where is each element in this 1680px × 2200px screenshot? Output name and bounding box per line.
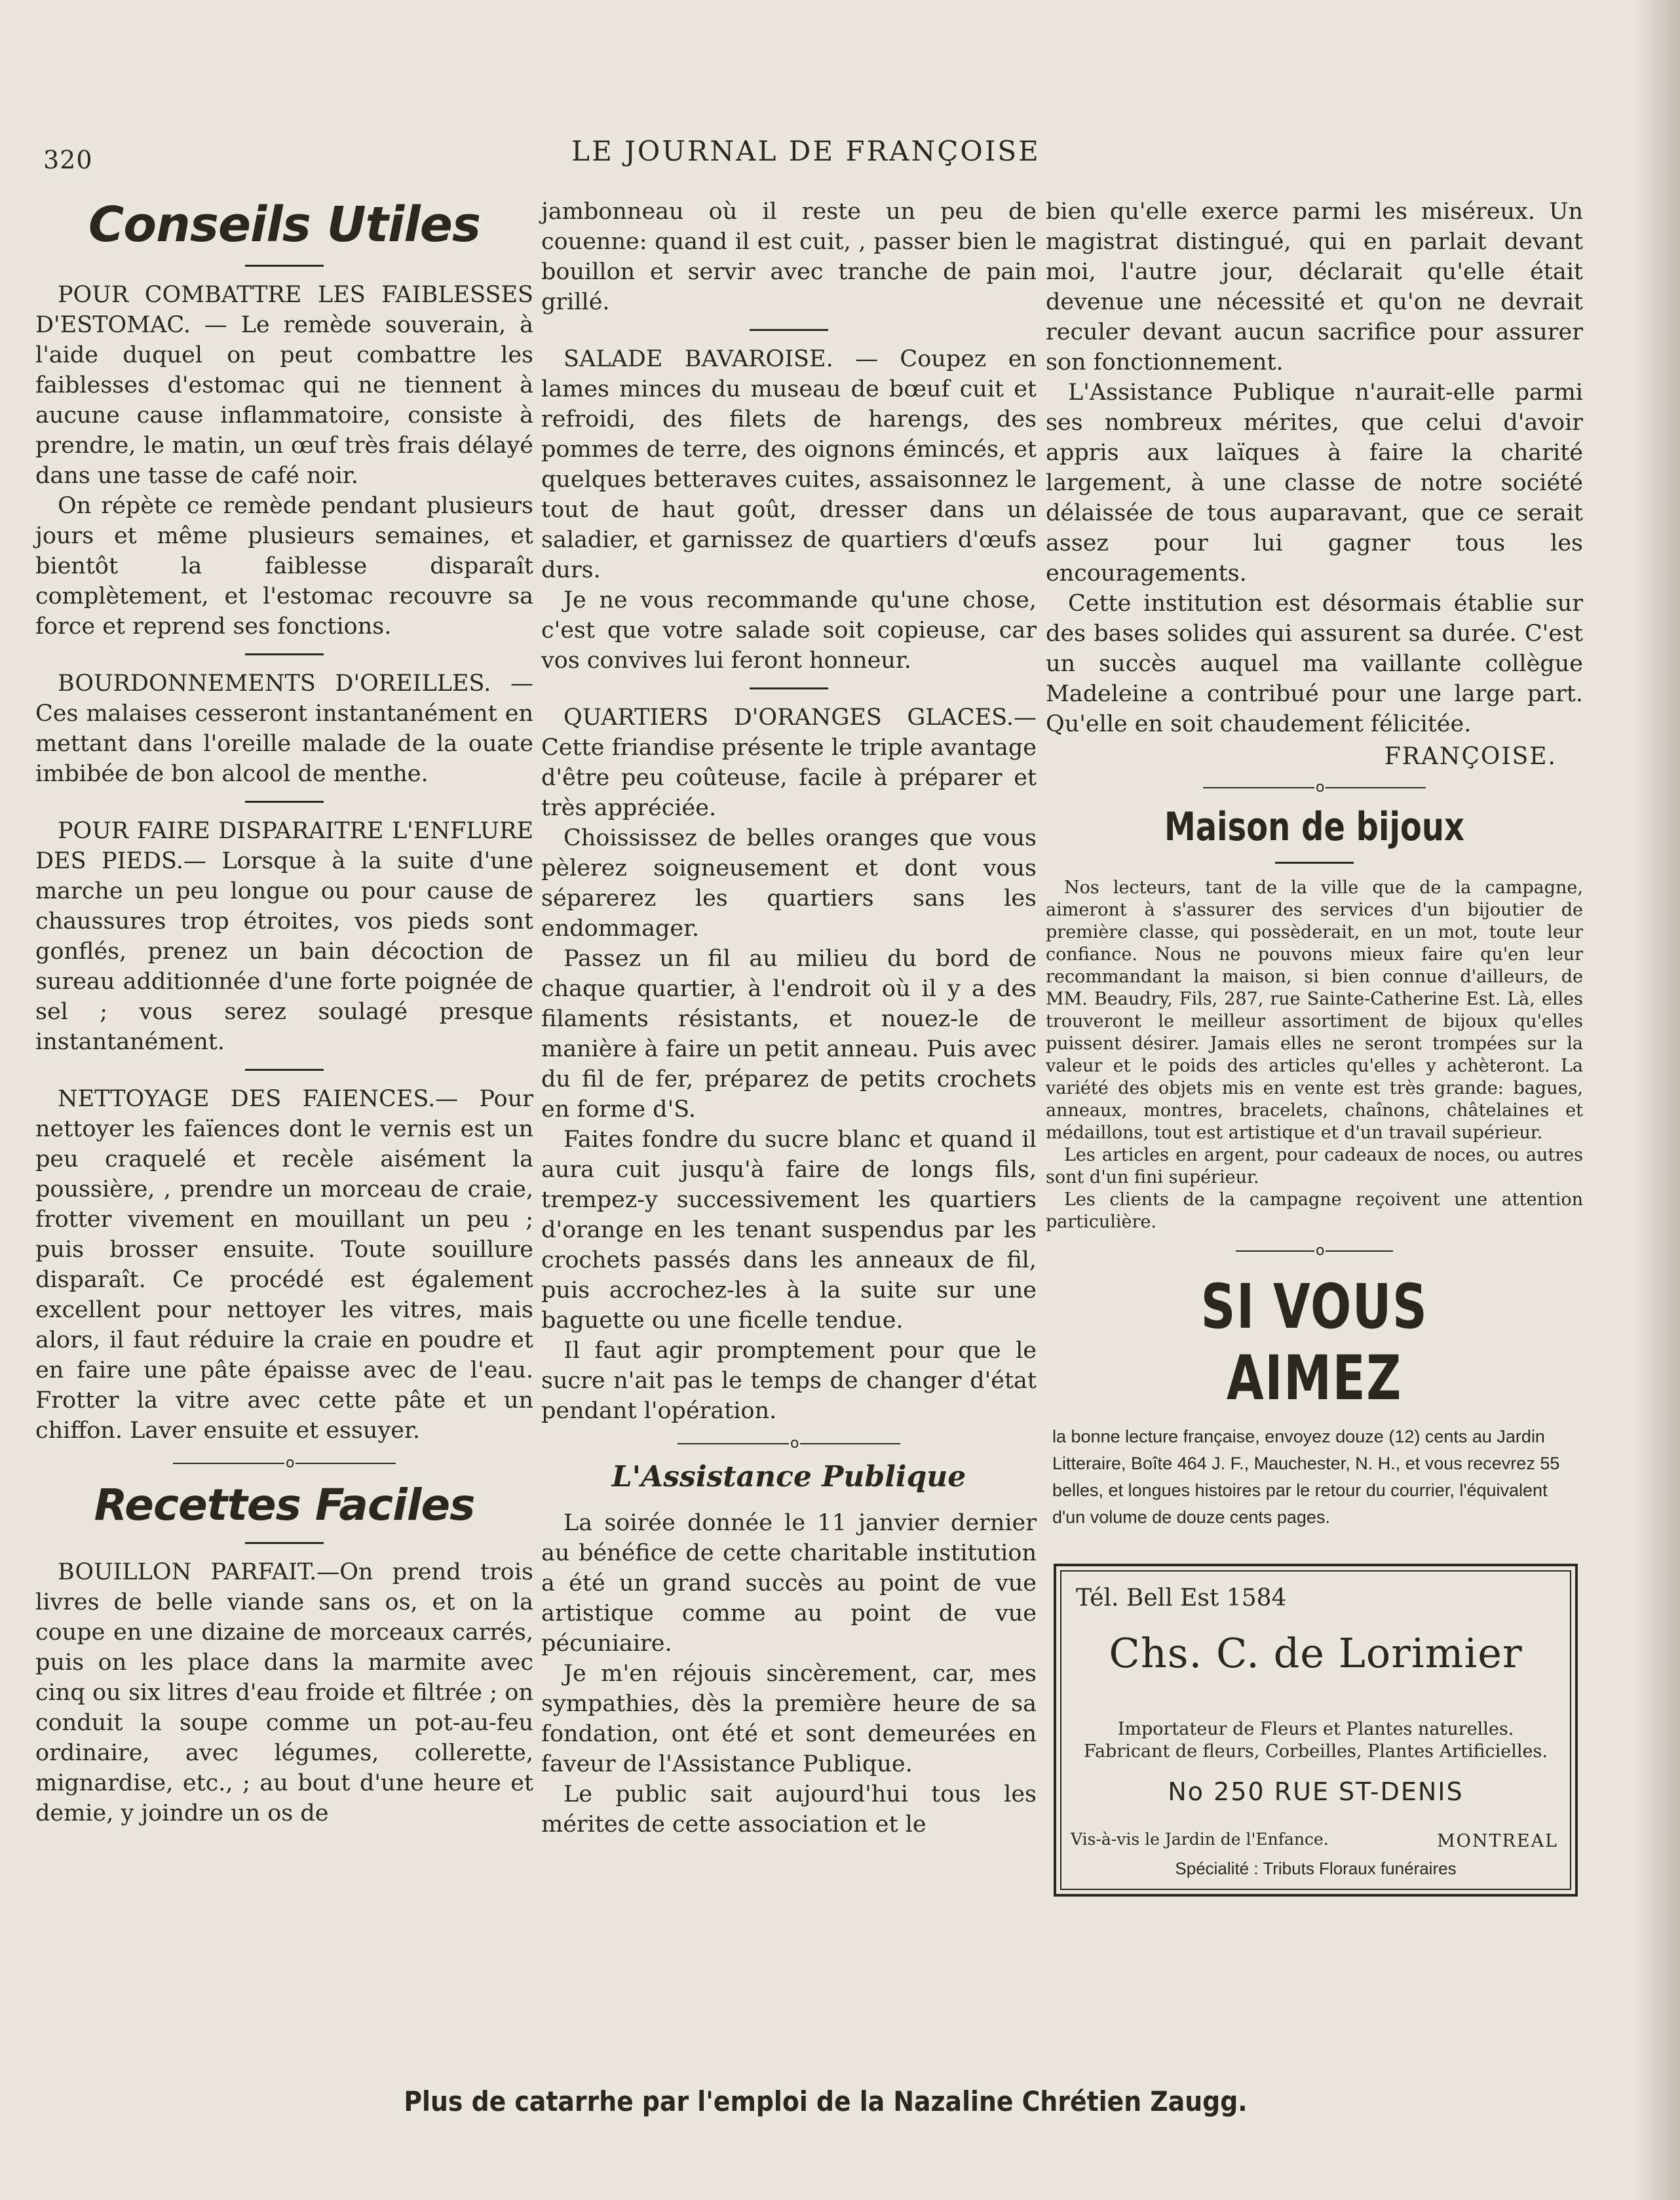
ad-lorimier-tel: Tél. Bell Est 1584 [1076,1585,1287,1611]
section-divider: o [173,1463,396,1464]
article-oranges-5: Il faut agir promptement pour que le sucre n'ait pas le temps de changer d'état pendant l'opération. [541,1338,1037,1424]
heading-recettes-faciles: Recettes Faciles [94,1480,475,1530]
article-oranges-4: Faites fondre du sucre blanc et quand il aura cuit jusqu'à faire de longs fils, trempez-y successivement les quartiers d'orange en les tenant suspendus par les crochets passés dans les anneaux de fil, puis accrochez-les à la suite sur une baguette ou une ficelle tendue. [541,1127,1037,1334]
journal-title: LE JOURNAL DE FRANÇOISE [571,135,1040,167]
article-oranges: QUARTIERS D'ORANGES GLACES.—Cette friandise présente le triple avantage d'être peu coûteuse, facile à préparer et très appréciée. [541,704,1037,821]
column-2 [541,197,1037,1840]
section-divider: o [1203,787,1426,788]
article-bouillon-cont: jambonneau où il reste un peu de couenne: quand il est cuit, , passer bien le bouillon et servir avec tranche de pain grillé. [541,199,1037,315]
article-bourdonnements: BOURDONNEMENTS D'OREILLES. — Ces malaises cesseront instantanément en mettant dans l'oreille malade de la ouate imbibée de bon alcool de menthe. [35,670,533,787]
divider [1275,862,1354,864]
column-1 [35,197,533,1828]
article-assistance-3: Le public sait aujourd'hui tous les mérites de cette association et le [541,1781,1037,1838]
divider [245,1069,324,1071]
section-divider: o [678,1443,900,1444]
page-edge-shadow [1634,0,1680,2200]
ad-si-vous-aimez-text: la bonne lecture française, envoyez douze (12) cents au Jardin Litteraire, Boîte 464 J. F., Mauchester, N. H., et vous recevrez 55 belles, et longues histoires par le retour du courrier, l'équivalent d'un volume de douze cents pages. [1052,1427,1560,1527]
section-divider: o [1236,1250,1393,1252]
ad-bijoux-title: Maison de bijoux [1164,804,1465,850]
article-assistance: La soirée donnée le 11 janvier dernier au bénéfice de cette charitable institution a été un grand succès au point de vue artistique comme au point de vue pécuniaire. [541,1510,1037,1657]
ad-bijoux-text-2: Les articles en argent, pour cadeaux de noces, ou autres sont d'un fini supérieur. [1046,1145,1583,1187]
ad-lorimier-box [1054,1564,1578,1897]
heading-conseils-utiles: Conseils Utiles [88,197,481,253]
ad-lorimier-speciality: Spécialité : Tributs Floraux funéraires [1175,1859,1457,1878]
article-oranges-2: Choississez de belles oranges que vous pèlerez soigneusement et dont vous séparerez les quartiers sans les endommager. [541,825,1037,942]
article-assistance-2: Je m'en réjouis sincèrement, car, mes sympathies, dès la première heure de sa fondation, ont été et sont demeurées en faveur de l'Assistance Publique. [541,1661,1037,1777]
article-salade-2: Je ne vous recommande qu'une chose, c'est que votre salade soit copieuse, car vos convives lui feront honneur. [541,587,1037,674]
divider [750,329,828,331]
ad-bijoux-text-3: Les clients de la campagne reçoivent une attention particulière. [1046,1189,1583,1232]
divider [245,801,324,803]
article-assistance-cont: bien qu'elle exerce parmi les miséreux. Un magistrat distingué, qui en parlait devant moi, l'autre jour, déclarait qu'elle était devenue une nécessité et qu'on ne devrait reculer devant aucun sacrifice pour assurer son fonctionnement. [1046,199,1583,376]
ad-lorimier-name: Chs. C. de Lorimier [1109,1629,1523,1677]
heading-assistance-publique: L'Assistance Publique [611,1460,966,1494]
divider [245,265,324,267]
ad-lorimier-city: MONTREAL [1437,1831,1558,1851]
ad-lorimier-desc: Importateur de Fleurs et Plantes naturelles. Fabricant de fleurs, Corbeilles, Plantes Artificielles. [1084,1719,1548,1762]
article-assistance-cont-3: Cette institution est désormais établie sur des bases solides qui assurent sa durée. C'est un succès auquel ma vaillante collègue Madeleine a contribué pour une large part. Qu'elle en soit chaudement félicitée. [1046,590,1583,737]
divider [245,653,324,655]
signature: FRANÇOISE. [1384,743,1557,770]
footer-advert: Plus de catarrhe par l'emploi de la Nazaline Chrétien Zaugg. [404,2085,1248,2117]
ad-bijoux-text: Nos lecteurs, tant de la ville que de la campagne, aimeront à s'assurer des services d'un bijoutier de première classe, qui possèderait, en un mot, toute leur confiance. Nous ne pouvons mieux faire qu'en leur recommandant la maison, si bien connue d'ailleurs, de MM. Beaudry, Fils, 287, rue Sainte-Catherine Est. Là, elles trouveront le meilleur assortiment de bijoux qu'elles puissent désirer. Jamais elles ne seront trompées sur la valeur et le poids des articles qu'elles y achèteront. La variété des objets mis en vente est très grande: bagues, anneaux, montres, bracelets, chaînons, châtelaines et médaillons, tout est artistique et d'un travail supérieur. [1046,878,1583,1143]
article-salade: SALADE BAVAROISE. — Coupez en lames minces du museau de bœuf cuit et refroidi, des filets de harengs, des pommes de terre, des oignons émincés, et quelques betteraves cuites, assaisonnez le tout de haut goût, dresser dans un saladier, et garnissez de quartiers d'œufs durs. [541,346,1037,583]
article-oranges-3: Passez un fil au milieu du bord de chaque quartier, à l'endroit où il y a des filaments résistants, et nouez-le de manière à faire un petit anneau. Puis avec du fil de fer, préparez de petits crochets en forme d'S. [541,946,1037,1123]
article-bouillon: BOUILLON PARFAIT.—On prend trois livres de belle viande sans os, et on la coupe en une dizaine de morceaux carrés, puis on les place dans la marmite avec cinq ou six litres d'eau froide et filtrée ; on conduit la soupe comme un pot-au-feu ordinaire, avec légumes, collerette, mignardise, etc., ; au bout d'une heure et demie, y joindre un os de [35,1559,533,1826]
page-number: 320 [43,145,93,174]
divider [750,687,828,689]
article-assistance-cont-2: L'Assistance Publique n'aurait-elle parmi ses nombreux mérites, que celui d'avoir appris aux laïques à faire la charité largement, à une classe de notre société délaissée de tous auparavant, que ce serait assez pour lui gagner tous les encouragements. [1046,379,1583,587]
ad-lorimier-address: No 250 RUE ST-DENIS [1168,1777,1464,1806]
article-estomac: POUR COMBATTRE LES FAIBLESSES D'ESTOMAC. — Le remède souverain, à l'aide duquel on peut combattre les faiblesses d'estomac qui ne tiennent à aucune cause inflammatoire, consiste à prendre, le matin, un œuf très frais délayé dans une tasse de café noir. [35,282,533,489]
column-3 [1046,197,1583,1897]
divider [245,1542,324,1544]
ad-lorimier-vis: Vis-à-vis le Jardin de l'Enfance. [1071,1830,1329,1849]
article-estomac-2: On répète ce remède pendant plusieurs jours et même plusieurs semaines, et bientôt la faiblesse disparaît complètement, et l'estomac recouvre sa force et reprend ses fonctions. [35,493,533,640]
article-enflure: POUR FAIRE DISPARAITRE L'ENFLURE DES PIEDS.— Lorsque à la suite d'une marche un peu longue ou pour cause de chaussures trop étroites, vos pieds sont gonflés, prenez un bain décoction de sureau additionnée d'une forte poignée de sel ; vous serez soulagé presque instantanément. [35,818,533,1055]
ad-si-vous-aimez-title: SI VOUS AIMEZ [1200,1271,1428,1414]
article-faiences: NETTOYAGE DES FAIENCES.— Pour nettoyer les faïences dont le vernis est un peu craquelé et recèle aisément la poussière, , prendre un morceau de craie, frotter vivement en mouillant un peu ; puis brosser ensuite. Toute souillure disparaît. Ce procédé est également excellent pour nettoyer les vitres, mais alors, il faut réduire la craie en poudre et en faire une pâte épaisse avec de l'eau. Frotter la vitre avec cette pâte et un chiffon. Laver ensuite et essuyer. [35,1086,533,1444]
